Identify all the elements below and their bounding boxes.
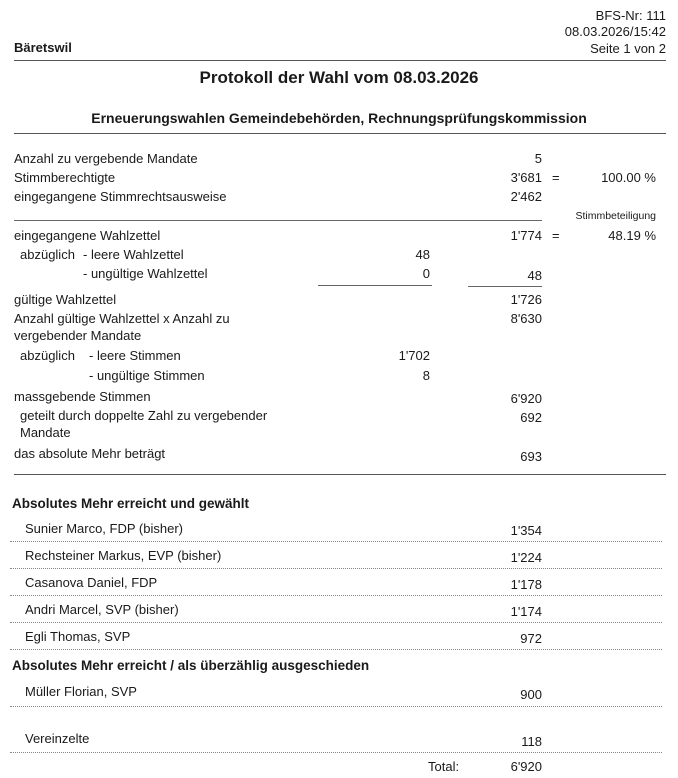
absolute-majority-value: 693 (520, 449, 542, 464)
valid-x-mandates-label-1: Anzahl gültige Wahlzettel x Anzahl zu (14, 311, 230, 326)
mandates-label: Anzahl zu vergebende Mandate (14, 151, 198, 166)
candidate-name: Sunier Marco, FDP (bisher) (25, 521, 183, 536)
eligible-equals: = (552, 170, 560, 185)
divided-label-2: Mandate (20, 425, 71, 440)
invalid-votes-label: - ungültige Stimmen (89, 368, 205, 383)
row-separator (10, 541, 662, 542)
row-separator (10, 706, 662, 707)
candidate-name: Rechsteiner Markus, EVP (bisher) (25, 548, 222, 563)
page-title: Protokoll der Wahl vom 08.03.2026 (199, 68, 479, 87)
row-separator (10, 649, 662, 650)
candidate-votes: 1'224 (510, 550, 542, 565)
subtotal-underline (468, 286, 542, 287)
valid-x-mandates-label-2: vergebender Mandate (14, 328, 142, 343)
divided-value: 692 (520, 410, 542, 425)
scattered-votes: 118 (521, 734, 542, 749)
divided-label-1: geteilt durch doppelte Zahl zu vergebender (20, 408, 268, 423)
ballots-deduction-subtotal: 48 (527, 268, 542, 283)
turnout-label: Stimmbeteiligung (575, 210, 656, 222)
deduction-underline (318, 285, 432, 286)
page-subtitle: Erneuerungswahlen Gemeindebehörden, Rechnungsprüfungskommission (91, 110, 587, 126)
row-separator (10, 595, 662, 596)
row-separator (10, 622, 662, 623)
empty-votes-label: - leere Stimmen (89, 348, 181, 363)
total-value: 6'920 (510, 759, 542, 774)
valid-ballots-label: gültige Wahlzettel (14, 292, 117, 307)
relevant-votes-label: massgebende Stimmen (14, 389, 151, 404)
invalid-votes-value: 8 (422, 368, 430, 383)
valid-ballots-value: 1'726 (510, 292, 542, 307)
summary-end-divider (14, 474, 666, 475)
invalid-ballots-label: - ungültige Wahlzettel (83, 266, 208, 281)
candidate-votes: 1'354 (510, 523, 542, 538)
header-divider (14, 60, 666, 61)
candidate-name: Casanova Daniel, FDP (25, 575, 158, 590)
valid-x-mandates-value: 8'630 (510, 311, 542, 326)
candidate-name: Müller Florian, SVP (25, 684, 137, 699)
candidate-name: Andri Marcel, SVP (bisher) (25, 602, 179, 617)
row-separator (10, 752, 662, 753)
print-datetime: 08.03.2026/15:42 (564, 24, 666, 39)
ballots-received-label: eingegangene Wahlzettel (14, 228, 161, 243)
empty-ballots-value: 48 (415, 247, 430, 262)
candidate-votes: 972 (520, 631, 542, 646)
page-number: Seite 1 von 2 (590, 41, 666, 56)
subtitle-divider (14, 133, 666, 134)
total-label: Total: (428, 759, 460, 774)
surplus-heading: Absolutes Mehr erreicht / als überzählig ausgeschieden (12, 658, 370, 673)
eligible-value: 3'681 (510, 170, 542, 185)
ballots-received-value: 1'774 (510, 228, 542, 243)
elected-heading: Absolutes Mehr erreicht und gewählt (12, 496, 250, 511)
mandates-value: 5 (534, 151, 542, 166)
absolute-majority-label: das absolute Mehr beträgt (14, 446, 166, 461)
empty-votes-value: 1'702 (398, 348, 430, 363)
ballots-minus-prefix: abzüglich (20, 247, 75, 262)
row-separator (10, 568, 662, 569)
municipality: Bäretswil (14, 40, 72, 55)
id-cards-label: eingegangene Stimmrechtsausweise (14, 189, 227, 204)
candidate-votes: 1'178 (510, 577, 542, 592)
id-cards-value: 2'462 (510, 189, 542, 204)
summary-divider (14, 220, 542, 221)
votes-minus-prefix: abzüglich (20, 348, 75, 363)
candidate-votes: 900 (520, 687, 542, 702)
ballots-received-equals: = (552, 228, 560, 243)
bfs-number: BFS-Nr: 111 (595, 8, 666, 23)
invalid-ballots-value: 0 (422, 266, 430, 281)
empty-ballots-label: - leere Wahlzettel (83, 247, 184, 262)
eligible-label: Stimmberechtigte (14, 170, 116, 185)
candidate-votes: 1'174 (510, 604, 542, 619)
turnout-percent: 48.19 % (608, 228, 656, 243)
eligible-percent: 100.00 % (601, 170, 656, 185)
scattered-label: Vereinzelte (25, 731, 90, 746)
candidate-name: Egli Thomas, SVP (25, 629, 131, 644)
relevant-votes-value: 6'920 (510, 391, 542, 406)
